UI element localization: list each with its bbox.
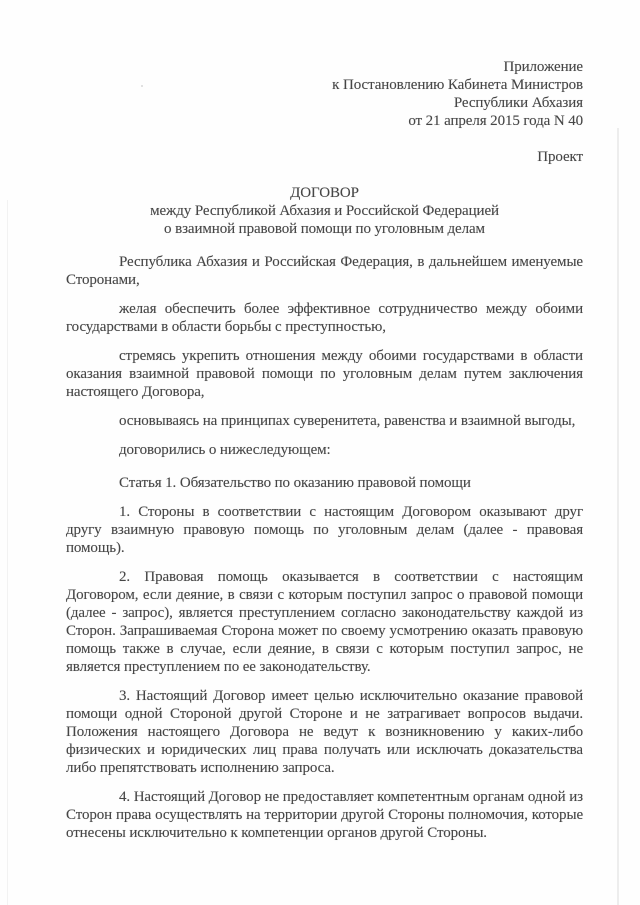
preamble-paragraph: Республика Абхазия и Российская Федерация, в дальнейшем именуемые Сторонами, <box>66 254 583 288</box>
preamble-paragraph: стремясь укрепить отношения между обоими государствами в области оказания взаимной правовой помощи по уголовным делам путем заключения настоящего Договора, <box>66 348 583 400</box>
article-1-paragraph: 1. Стороны в соответствии с настоящим Договором оказывают друг другу взаимную правовую помощь по уголовным делам (далее - правовая помощь). <box>66 504 583 556</box>
preamble-paragraph: договорились о нижеследующем: <box>119 442 331 458</box>
article-1-section <box>66 474 583 842</box>
preamble-paragraph: основываясь на принципах суверенитета, равенства и взаимной выгоды, <box>119 413 576 429</box>
appendix-header <box>66 58 583 130</box>
appendix-header-line: Приложение <box>503 59 583 75</box>
document-title-line: между Республикой Абхазия и Российской Федерацией <box>150 203 499 219</box>
article-1-heading: Статья 1. Обязательство по оказанию правовой помощи <box>119 475 471 491</box>
scan-artifact-left-edge <box>7 200 8 905</box>
article-1-paragraph: 4. Настоящий Договор не предоставляет компетентным органам одной из Сторон права осуществлять на территории другой Стороны полномочия, которые отнесены исключительно к компетенции органов другой Стороны. <box>66 789 583 841</box>
project-label: Проект <box>537 149 583 165</box>
appendix-header-line: от 21 апреля 2015 года N 40 <box>408 113 583 129</box>
appendix-header-line: к Постановлению Кабинета Министров <box>332 77 583 93</box>
preamble-paragraph: желая обеспечить более эффективное сотрудничество между обоими государствами в области борьбы с преступностью, <box>66 301 583 335</box>
article-1-paragraph: 2. Правовая помощь оказывается в соответствии с настоящим Договором, если деяние, в связи с которым поступил запрос о правовой помощи (далее - запрос), является преступлением согласно законодательству каждой из Сторон. Запрашиваемая Сторона может по своему усмотрению оказать правовую помощь также в случае, если деяние, в связи с которым поступил запрос, не является преступлением по ее законодательству. <box>66 569 583 675</box>
scan-artifact-right-edge <box>617 128 619 905</box>
preamble-section <box>66 253 583 459</box>
appendix-header-line: Республики Абхазия <box>453 95 583 111</box>
scan-artifact-speck <box>141 85 143 87</box>
document-title-line: о взаимной правовой помощи по уголовным делам <box>164 221 485 237</box>
document-title <box>66 184 583 238</box>
document-title-line: ДОГОВОР <box>290 185 359 201</box>
article-1-paragraph: 3. Настоящий Договор имеет целью исключительно оказание правовой помощи одной Стороной другой Стороне и не затрагивает вопросов выдачи. Положения настоящего Договора не ведут к возникновению у каких-либо физических и юридических лиц права получать или исключать доказательства либо препятствовать исполнению запроса. <box>66 688 583 776</box>
